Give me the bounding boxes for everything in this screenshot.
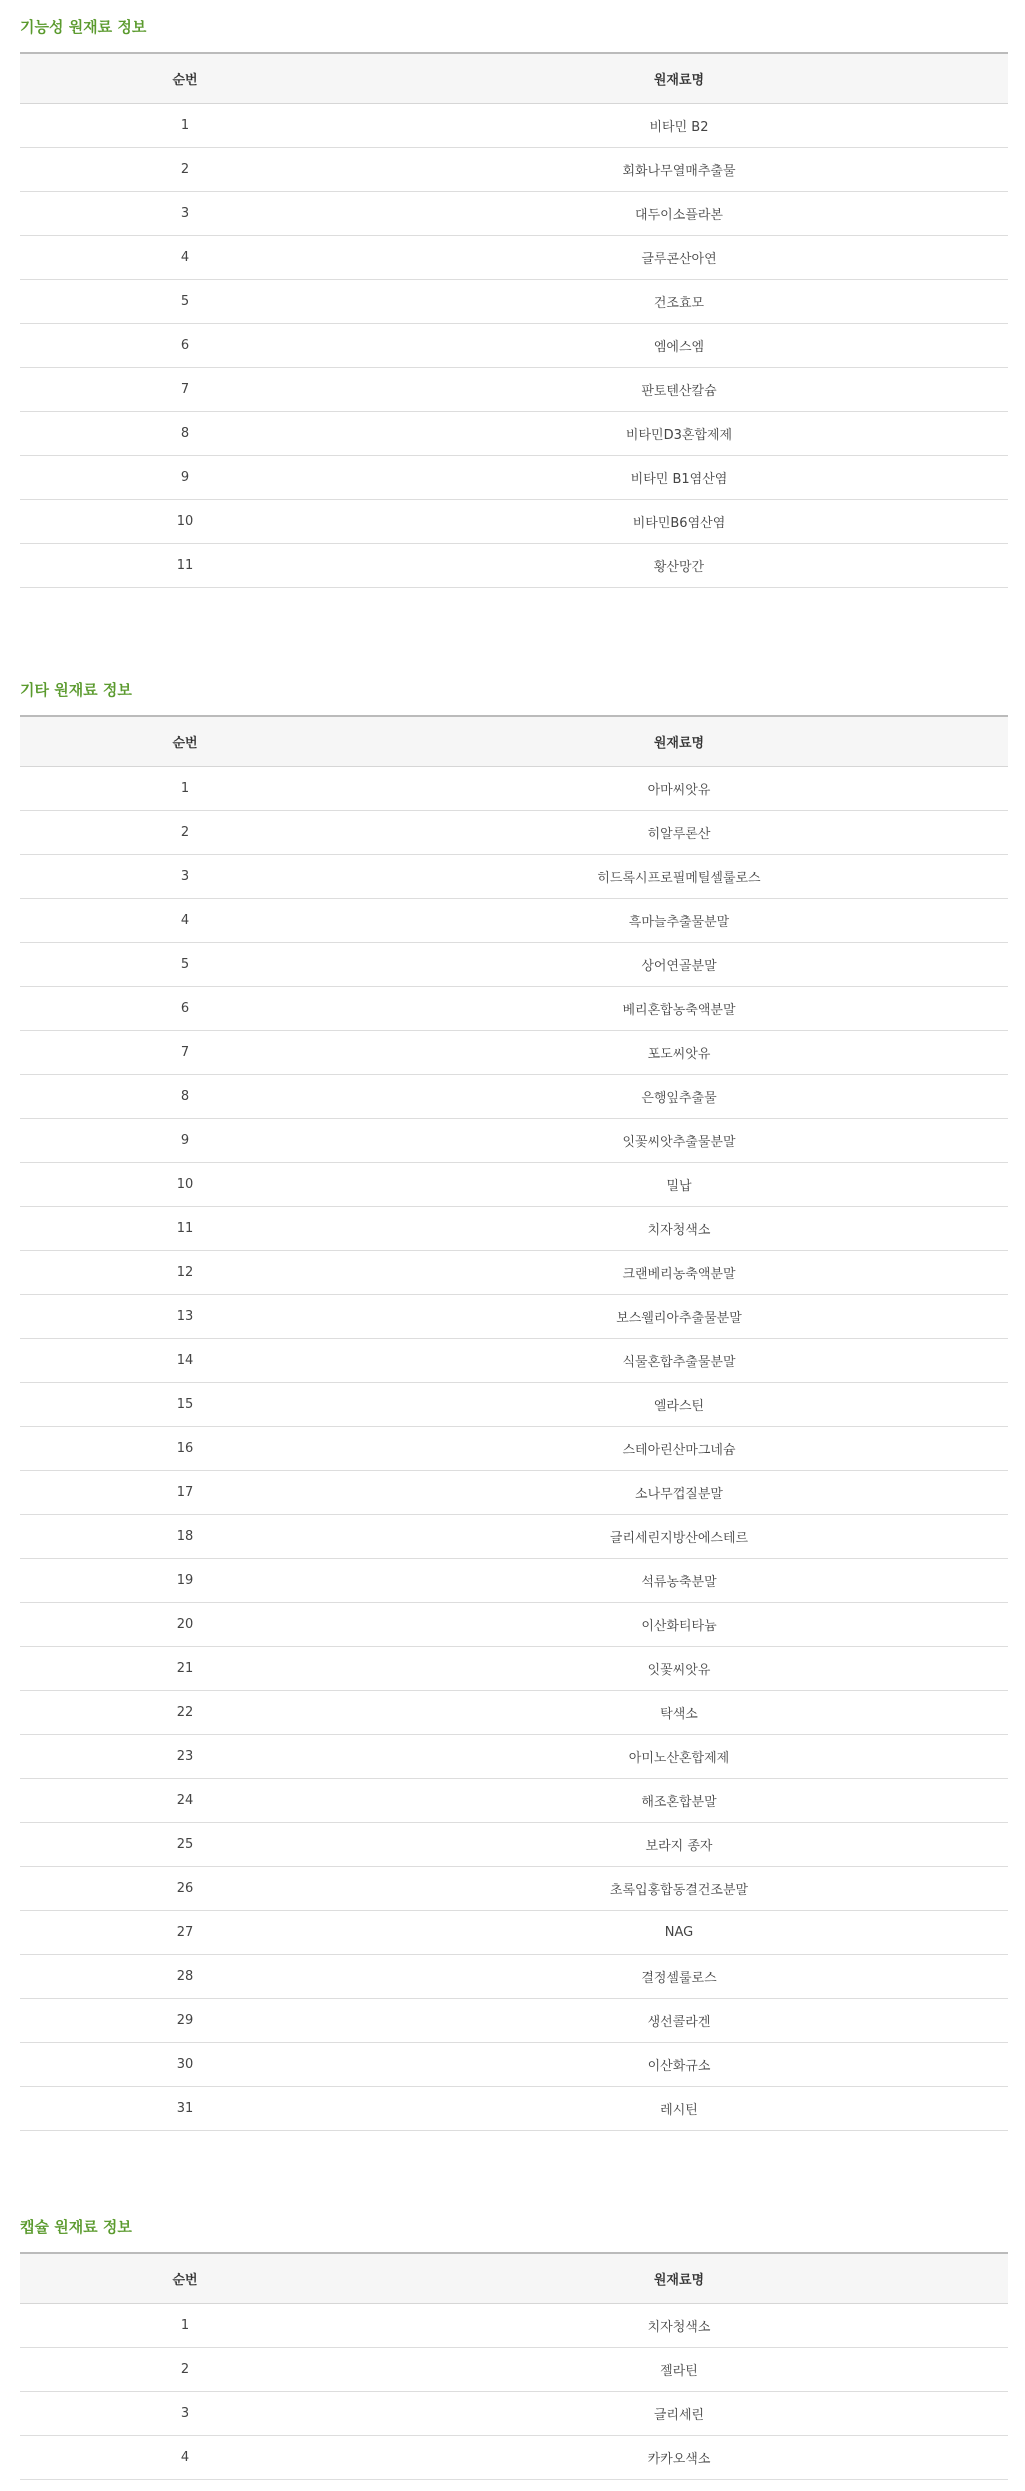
row-number: 22: [20, 1690, 350, 1734]
table-row: [20, 1250, 1008, 1294]
row-number: 10: [20, 1162, 350, 1206]
ingredient-name: 베리혼합농축액분말: [350, 986, 1008, 1030]
table-row: [20, 279, 1008, 323]
table-row: [20, 1646, 1008, 1690]
table-row: [20, 147, 1008, 191]
capsule-ingredients-section: [20, 2202, 1008, 2480]
row-number: 29: [20, 1998, 350, 2042]
row-number: 4: [20, 2435, 350, 2479]
column-header-no: 순번: [20, 2253, 350, 2303]
ingredient-name: 황산망간: [350, 543, 1008, 587]
ingredient-name: 스테아린산마그네슘: [350, 1426, 1008, 1470]
ingredient-name: 히알루론산: [350, 810, 1008, 854]
column-header-no: 순번: [20, 53, 350, 103]
row-number: 1: [20, 2303, 350, 2347]
table-row: [20, 1338, 1008, 1382]
row-number: 15: [20, 1382, 350, 1426]
table-row: [20, 1822, 1008, 1866]
row-number: 2: [20, 2347, 350, 2391]
table-row: [20, 1426, 1008, 1470]
table-header-row: [20, 2253, 1008, 2303]
row-number: 11: [20, 543, 350, 587]
functional-ingredients-table: [20, 52, 1008, 588]
row-number: 9: [20, 455, 350, 499]
functional-ingredients-section: [20, 2, 1008, 588]
other-ingredients-section: [20, 665, 1008, 2131]
ingredient-name: 글루콘산아연: [350, 235, 1008, 279]
table-row: [20, 766, 1008, 810]
table-row: [20, 898, 1008, 942]
row-number: 23: [20, 1734, 350, 1778]
ingredient-name: 보라지 종자: [350, 1822, 1008, 1866]
table-row: [20, 499, 1008, 543]
ingredient-name: 회화나무열매추출물: [350, 147, 1008, 191]
table-row: [20, 1162, 1008, 1206]
table-row: [20, 235, 1008, 279]
ingredient-name: 흑마늘추출물분말: [350, 898, 1008, 942]
row-number: 1: [20, 103, 350, 147]
table-row: [20, 103, 1008, 147]
ingredient-name: 밀납: [350, 1162, 1008, 1206]
column-header-no: 순번: [20, 716, 350, 766]
ingredient-name: 소나무껍질분말: [350, 1470, 1008, 1514]
column-header-name: 원재료명: [350, 53, 1008, 103]
row-number: 12: [20, 1250, 350, 1294]
table-row: [20, 191, 1008, 235]
row-number: 20: [20, 1602, 350, 1646]
ingredient-name: 아마씨앗유: [350, 766, 1008, 810]
row-number: 2: [20, 147, 350, 191]
table-row: [20, 1778, 1008, 1822]
row-number: 11: [20, 1206, 350, 1250]
row-number: 26: [20, 1866, 350, 1910]
table-row: [20, 1910, 1008, 1954]
table-row: [20, 323, 1008, 367]
ingredient-name: 상어연골분말: [350, 942, 1008, 986]
row-number: 10: [20, 499, 350, 543]
ingredient-name: 아미노산혼합제제: [350, 1734, 1008, 1778]
ingredient-name: 식물혼합추출물분말: [350, 1338, 1008, 1382]
row-number: 7: [20, 1030, 350, 1074]
table-row: [20, 1206, 1008, 1250]
ingredient-name: 비타민 B2: [350, 103, 1008, 147]
table-row: [20, 810, 1008, 854]
row-number: 21: [20, 1646, 350, 1690]
table-row: [20, 2435, 1008, 2479]
table-row: [20, 543, 1008, 587]
row-number: 31: [20, 2086, 350, 2130]
ingredient-name: 히드록시프로필메틸셀룰로스: [350, 854, 1008, 898]
row-number: 5: [20, 942, 350, 986]
other-ingredients-table: [20, 715, 1008, 2131]
section-title: 기타 원재료 정보: [20, 681, 132, 699]
row-number: 3: [20, 191, 350, 235]
row-number: 2: [20, 810, 350, 854]
section-title: 기능성 원재료 정보: [20, 18, 147, 36]
table-header-row: [20, 716, 1008, 766]
table-row: [20, 2086, 1008, 2130]
ingredient-name: 판토텐산칼슘: [350, 367, 1008, 411]
table-row: [20, 854, 1008, 898]
ingredient-name: 비타민D3혼합제제: [350, 411, 1008, 455]
ingredient-name: 포도씨앗유: [350, 1030, 1008, 1074]
column-header-name: 원재료명: [350, 716, 1008, 766]
ingredient-name: 비타민 B1염산염: [350, 455, 1008, 499]
ingredient-name: 대두이소플라본: [350, 191, 1008, 235]
table-row: [20, 411, 1008, 455]
row-number: 13: [20, 1294, 350, 1338]
table-row: [20, 2391, 1008, 2435]
row-number: 4: [20, 235, 350, 279]
ingredient-name: 치자청색소: [350, 1206, 1008, 1250]
table-row: [20, 2303, 1008, 2347]
ingredient-name: 석류농축분말: [350, 1558, 1008, 1602]
ingredient-name: 초록입홍합동결건조분말: [350, 1866, 1008, 1910]
section-title: 캡슐 원재료 정보: [20, 2218, 132, 2236]
row-number: 19: [20, 1558, 350, 1602]
row-number: 3: [20, 854, 350, 898]
row-number: 6: [20, 323, 350, 367]
ingredient-name: 엘라스틴: [350, 1382, 1008, 1426]
table-row: [20, 986, 1008, 1030]
ingredient-name: NAG: [350, 1910, 1008, 1954]
ingredient-name: 해조혼합분말: [350, 1778, 1008, 1822]
table-row: [20, 2347, 1008, 2391]
row-number: 18: [20, 1514, 350, 1558]
row-number: 6: [20, 986, 350, 1030]
table-row: [20, 1382, 1008, 1426]
table-row: [20, 1602, 1008, 1646]
row-number: 30: [20, 2042, 350, 2086]
ingredient-name: 글리세린: [350, 2391, 1008, 2435]
table-row: [20, 1998, 1008, 2042]
row-number: 8: [20, 411, 350, 455]
row-number: 16: [20, 1426, 350, 1470]
row-number: 8: [20, 1074, 350, 1118]
row-number: 4: [20, 898, 350, 942]
row-number: 25: [20, 1822, 350, 1866]
row-number: 24: [20, 1778, 350, 1822]
ingredient-name: 레시틴: [350, 2086, 1008, 2130]
ingredient-name: 건조효모: [350, 279, 1008, 323]
ingredient-name: 잇꽃씨앗추출물분말: [350, 1118, 1008, 1162]
ingredient-name: 결정셀룰로스: [350, 1954, 1008, 1998]
table-row: [20, 1866, 1008, 1910]
table-row: [20, 1558, 1008, 1602]
row-number: 5: [20, 279, 350, 323]
table-row: [20, 1954, 1008, 1998]
table-row: [20, 1734, 1008, 1778]
column-header-name: 원재료명: [350, 2253, 1008, 2303]
ingredient-name: 보스웰리아추출물분말: [350, 1294, 1008, 1338]
table-row: [20, 367, 1008, 411]
ingredient-name: 잇꽃씨앗유: [350, 1646, 1008, 1690]
row-number: 17: [20, 1470, 350, 1514]
table-row: [20, 1074, 1008, 1118]
ingredient-name: 글리세린지방산에스테르: [350, 1514, 1008, 1558]
ingredient-name: 비타민B6염산염: [350, 499, 1008, 543]
table-row: [20, 1690, 1008, 1734]
row-number: 9: [20, 1118, 350, 1162]
ingredient-name: 이산화티타늄: [350, 1602, 1008, 1646]
table-row: [20, 1118, 1008, 1162]
row-number: 28: [20, 1954, 350, 1998]
ingredient-name: 치자청색소: [350, 2303, 1008, 2347]
ingredient-name: 탁색소: [350, 1690, 1008, 1734]
table-row: [20, 942, 1008, 986]
ingredient-name: 엠에스엠: [350, 323, 1008, 367]
row-number: 3: [20, 2391, 350, 2435]
table-row: [20, 2042, 1008, 2086]
ingredient-name: 은행잎추출물: [350, 1074, 1008, 1118]
table-row: [20, 1294, 1008, 1338]
table-row: [20, 1514, 1008, 1558]
table-row: [20, 1030, 1008, 1074]
capsule-ingredients-table: [20, 2252, 1008, 2480]
row-number: 14: [20, 1338, 350, 1382]
table-header-row: [20, 53, 1008, 103]
ingredient-name: 카카오색소: [350, 2435, 1008, 2479]
ingredient-name: 크랜베리농축액분말: [350, 1250, 1008, 1294]
row-number: 27: [20, 1910, 350, 1954]
table-row: [20, 455, 1008, 499]
row-number: 7: [20, 367, 350, 411]
ingredient-name: 젤라틴: [350, 2347, 1008, 2391]
ingredient-name: 이산화규소: [350, 2042, 1008, 2086]
row-number: 1: [20, 766, 350, 810]
ingredient-name: 생선콜라겐: [350, 1998, 1008, 2042]
table-row: [20, 1470, 1008, 1514]
